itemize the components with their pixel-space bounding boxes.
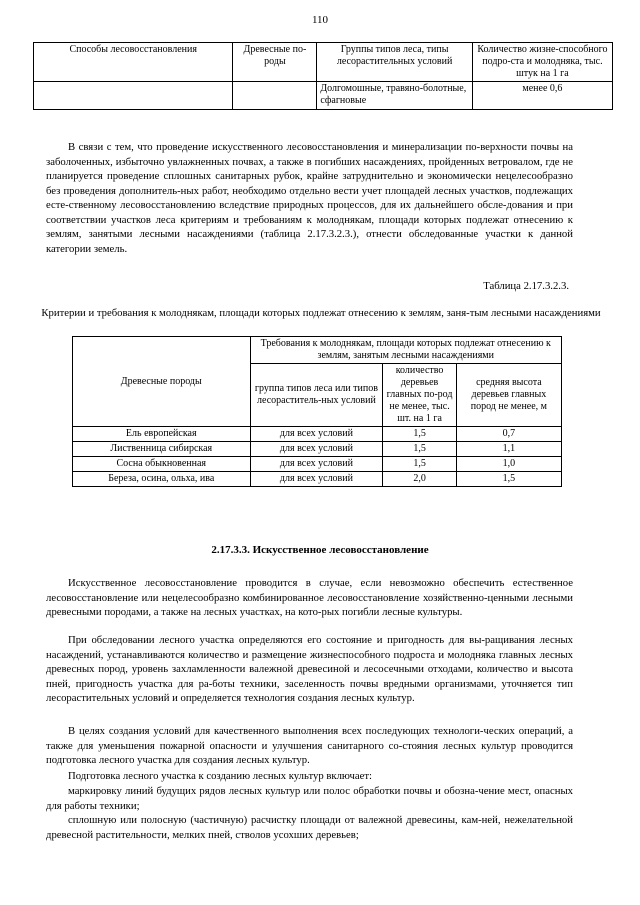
group-cell: для всех условий — [250, 472, 383, 487]
subheader-cell: количество деревьев главных по-род не менее, тыс. шт. на 1 га — [383, 364, 456, 427]
subheader-cell: группа типов леса или типов лесораститель-ных условий — [250, 364, 383, 427]
table-title: Критерии и требования к молоднякам, площади которых подлежат отнесению к землям, заня-тым лесными насаждениями — [41, 307, 601, 319]
height-cell: 1,1 — [456, 442, 561, 457]
species-cell: Ель европейская — [73, 427, 251, 442]
species-header: Древесные породы — [73, 337, 251, 427]
table-row — [73, 427, 562, 442]
paragraph: маркировку линий будущих рядов лесных культур или полос обработки почвы и обозна-чение мест, опасных для работы техники; — [46, 785, 573, 812]
subheader-cell: средняя высота деревьев главных пород не менее, м — [456, 364, 561, 427]
criteria-table — [72, 336, 562, 487]
count-cell: 1,5 — [383, 442, 456, 457]
requirements-header: Требования к молоднякам, площади которых подлежат отнесению к землям, занятым лесными насаждениями — [250, 337, 561, 364]
methods-table — [33, 42, 613, 110]
group-cell: для всех условий — [250, 427, 383, 442]
species-cell: Сосна обыкновенная — [73, 457, 251, 472]
height-cell: 1,0 — [456, 457, 561, 472]
paragraph: В целях создания условий для качественного выполнения всех последующих технологи-ческих операций, а также для уменьшения пожарной опасности и улучшения санитарного со-стояния лесных культур проводится подготовка лесного участка для создания лесных культур. — [46, 725, 573, 766]
header-cell: Древесные по-роды — [233, 43, 317, 82]
count-cell: 1,5 — [383, 457, 456, 472]
group-cell: для всех условий — [250, 457, 383, 472]
group-cell: для всех условий — [250, 442, 383, 457]
count-cell: 2,0 — [383, 472, 456, 487]
count-cell: 1,5 — [383, 427, 456, 442]
header-cell: Группы типов леса, типы лесорастительных условий — [317, 43, 472, 82]
species-cell: Лиственница сибирская — [73, 442, 251, 457]
table-cell: менее 0,6 — [472, 82, 612, 110]
table-row — [73, 442, 562, 457]
height-cell: 0,7 — [456, 427, 561, 442]
paragraph: сплошную или полосную (частичную) расчистку площади от валежной древесины, кам-ней, нежелательной древесной растительности, мелких пней, стволов усохших деревьев; — [46, 814, 573, 841]
paragraph: Подготовка лесного участка к созданию лесных культур включает: — [68, 770, 372, 782]
table-header-row — [34, 43, 613, 82]
height-cell: 1,5 — [456, 472, 561, 487]
table-label: Таблица 2.17.3.2.3. — [483, 280, 569, 292]
table-row — [73, 472, 562, 487]
paragraph-intro: В связи с тем, что проведение искусственного лесовосстановления и минерализации по-верхности почвы на заболоченных, избыточно увлажненных почвах, а также в погибших насаждениях, пройденных ветровалом, где не планируется проведение сплошных санитарных рубок, крайне затруднительно и экономически нецелесообразно без проведения дополнитель-ных работ, необходимо отдельно вести учет площадей лесных участков, подлежащих есте-ственному лесовосстановлению вследствие природных процессов, для их дальнейшего обсле-дования и при соответствии участков леса критериям и требованиям к молоднякам, площади которых подлежат отнесению к землям, занятыми лесными насаждениями (таблица 2.17.3.2.3.), отнести обследованные участки к данной категории земель. — [46, 141, 573, 255]
header-cell: Количество жизне-способного подро-ста и молодняка, тыс. штук на 1 га — [472, 43, 612, 82]
table-cell: Долгомошные, травяно-болотные, сфагновые — [317, 82, 472, 110]
page-number: 110 — [311, 14, 329, 26]
table-cell — [233, 82, 317, 110]
paragraph: Искусственное лесовосстановление проводится в случае, если невозможно обеспечить естественное лесовосстановление или нецелесообразно комбинированное лесовосстановление хозяйственно-ценными лесными древесными породами, а также на лесных участках, на кото-рых погибли лесные культуры. — [46, 577, 573, 618]
table-row — [34, 82, 613, 110]
table-cell — [34, 82, 233, 110]
paragraph: При обследовании лесного участка определяются его состояние и пригодность для вы-ращивания лесных насаждений, устанавливаются количество и размещение жизнеспособного подроста и молодняка главных лесных древесных пород, уровень захламленности валежной древесиной и лесосечными отходами, количество и высота пней, пригодность участка для ра-боты техники, заселенность почвы вредными организмами, уточняется тип лесорастительных условий и определяется технология создания лесных культур. — [46, 634, 573, 704]
table-header-row — [73, 337, 562, 364]
species-cell: Береза, осина, ольха, ива — [73, 472, 251, 487]
header-cell: Способы лесовосстановления — [34, 43, 233, 82]
table-row — [73, 457, 562, 472]
section-title: 2.17.3.3. Искусственное лесовосстановление — [211, 544, 429, 556]
